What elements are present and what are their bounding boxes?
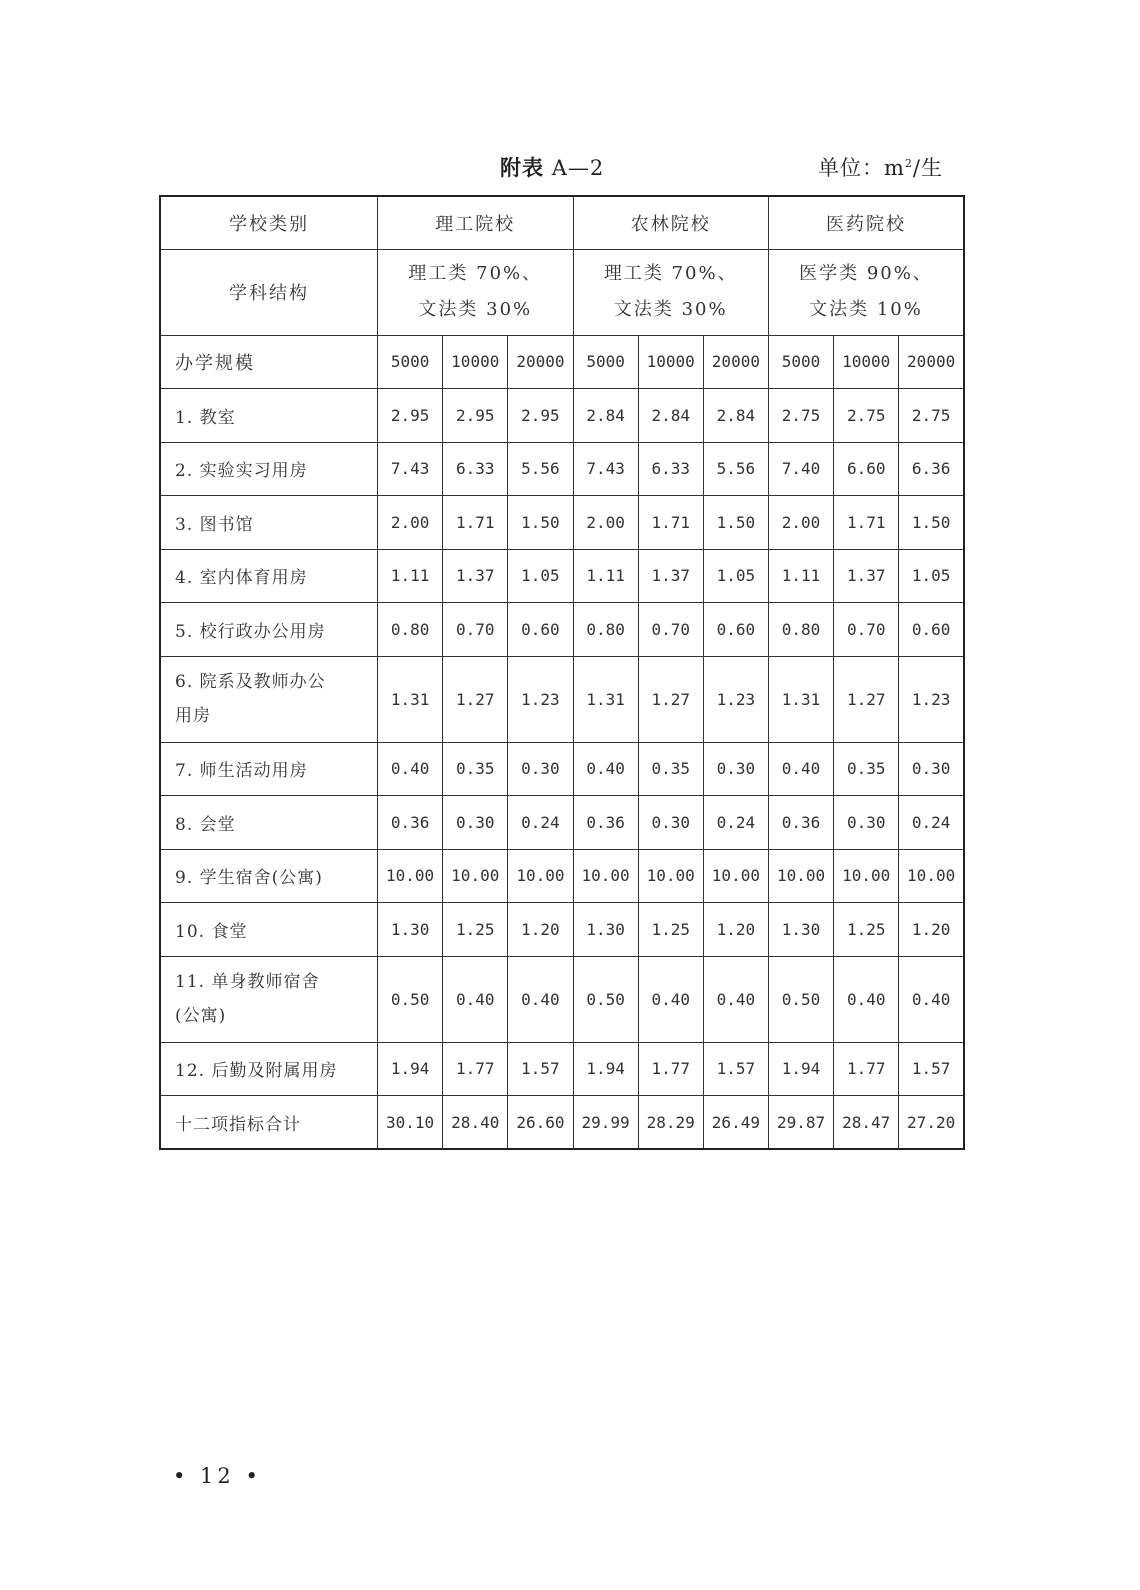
row-label: 1. 教室 [160, 389, 378, 443]
row-label: 9. 学生宿舍(公寓) [160, 849, 378, 903]
row-label: 12. 后勤及附属用房 [160, 1042, 378, 1096]
value-cell: 29.87 [768, 1096, 833, 1150]
structure-line: 理工类 70%、 [603, 263, 738, 284]
value-cell: 0.40 [899, 956, 964, 1042]
structure-line: 文法类 30% [613, 299, 728, 320]
value-cell: 10.00 [703, 849, 768, 903]
value-cell: 0.80 [378, 603, 443, 657]
value-cell: 1.37 [443, 549, 508, 603]
value-cell: 0.80 [573, 603, 638, 657]
value-cell: 0.40 [378, 742, 443, 796]
table-row [160, 742, 964, 796]
table-row [160, 1042, 964, 1096]
structure-label: 学科结构 [160, 249, 378, 335]
value-cell: 1.25 [443, 903, 508, 957]
scale-cell: 5000 [573, 335, 638, 389]
table-row [160, 849, 964, 903]
value-cell: 0.36 [768, 796, 833, 850]
value-cell: 1.11 [378, 549, 443, 603]
value-cell: 1.50 [899, 496, 964, 550]
value-cell: 1.27 [834, 656, 899, 742]
value-cell: 10.00 [573, 849, 638, 903]
value-cell: 6.33 [638, 442, 703, 496]
table-row [160, 603, 964, 657]
structure-row [160, 249, 964, 335]
value-cell: 1.37 [638, 549, 703, 603]
row-label-line: 6. 院系及教师办公 [175, 672, 326, 692]
value-cell: 1.05 [899, 549, 964, 603]
value-cell: 0.30 [638, 796, 703, 850]
value-cell: 5.56 [508, 442, 573, 496]
value-cell: 0.60 [703, 603, 768, 657]
value-cell: 1.25 [638, 903, 703, 957]
value-cell: 6.33 [443, 442, 508, 496]
value-cell: 27.20 [899, 1096, 964, 1150]
value-cell: 30.10 [378, 1096, 443, 1150]
value-cell: 1.30 [573, 903, 638, 957]
table-row [160, 656, 964, 742]
value-cell: 10.00 [834, 849, 899, 903]
table-row [160, 956, 964, 1042]
value-cell: 1.50 [703, 496, 768, 550]
value-cell: 1.11 [768, 549, 833, 603]
value-cell: 10.00 [443, 849, 508, 903]
value-cell: 0.40 [834, 956, 899, 1042]
value-cell: 0.40 [638, 956, 703, 1042]
structure-line: 理工类 70%、 [408, 263, 543, 284]
value-cell: 1.25 [834, 903, 899, 957]
value-cell: 28.29 [638, 1096, 703, 1150]
value-cell: 1.30 [378, 903, 443, 957]
row-label: 十二项指标合计 [160, 1096, 378, 1150]
value-cell: 1.27 [638, 656, 703, 742]
value-cell: 1.30 [768, 903, 833, 957]
unit-superscript: 2 [904, 157, 913, 170]
school-type-row [160, 196, 964, 249]
value-cell: 1.57 [899, 1042, 964, 1096]
value-cell: 0.30 [834, 796, 899, 850]
value-cell: 10.00 [378, 849, 443, 903]
school-type-engineering: 理工院校 [378, 196, 573, 249]
value-cell: 2.95 [443, 389, 508, 443]
value-cell: 1.23 [899, 656, 964, 742]
value-cell: 0.70 [443, 603, 508, 657]
value-cell: 0.40 [573, 742, 638, 796]
table-row [160, 442, 964, 496]
value-cell: 0.35 [834, 742, 899, 796]
value-cell: 26.60 [508, 1096, 573, 1150]
row-label [160, 956, 378, 1042]
value-cell: 0.24 [899, 796, 964, 850]
value-cell: 1.31 [768, 656, 833, 742]
value-cell: 10.00 [638, 849, 703, 903]
value-cell: 0.60 [899, 603, 964, 657]
page-number: • 12 • [173, 1464, 262, 1488]
value-cell: 2.75 [768, 389, 833, 443]
value-cell: 0.36 [573, 796, 638, 850]
value-cell: 0.35 [638, 742, 703, 796]
value-cell: 1.27 [443, 656, 508, 742]
row-label: 2. 实验实习用房 [160, 442, 378, 496]
value-cell: 1.05 [703, 549, 768, 603]
table-row [160, 389, 964, 443]
table-row [160, 903, 964, 957]
table-row [160, 796, 964, 850]
value-cell: 7.43 [378, 442, 443, 496]
value-cell: 1.71 [443, 496, 508, 550]
value-cell: 29.99 [573, 1096, 638, 1150]
structure-line: 医学类 90%、 [799, 263, 933, 284]
value-cell: 1.20 [899, 903, 964, 957]
value-cell: 2.00 [378, 496, 443, 550]
value-cell: 1.71 [834, 496, 899, 550]
value-cell: 1.57 [703, 1042, 768, 1096]
value-cell: 2.84 [573, 389, 638, 443]
value-cell: 2.00 [768, 496, 833, 550]
value-cell: 2.75 [899, 389, 964, 443]
structure-medicine [768, 249, 964, 335]
table-row [160, 1096, 964, 1150]
row-label: 8. 会堂 [160, 796, 378, 850]
structure-engineering [378, 249, 573, 335]
value-cell: 2.95 [508, 389, 573, 443]
row-label: 4. 室内体育用房 [160, 549, 378, 603]
value-cell: 0.30 [508, 742, 573, 796]
value-cell: 0.50 [573, 956, 638, 1042]
unit-label [818, 152, 943, 182]
scale-label: 办学规模 [160, 335, 378, 389]
school-type-medicine: 医药院校 [768, 196, 964, 249]
scale-cell: 20000 [899, 335, 964, 389]
value-cell: 26.49 [703, 1096, 768, 1150]
value-cell: 1.23 [508, 656, 573, 742]
value-cell: 1.94 [378, 1042, 443, 1096]
value-cell: 1.37 [834, 549, 899, 603]
value-cell: 28.40 [443, 1096, 508, 1150]
value-cell: 0.30 [443, 796, 508, 850]
value-cell: 6.60 [834, 442, 899, 496]
school-type-label: 学校类别 [160, 196, 378, 249]
school-type-agriculture: 农林院校 [573, 196, 768, 249]
value-cell: 10.00 [899, 849, 964, 903]
value-cell: 5.56 [703, 442, 768, 496]
table-title [500, 152, 604, 182]
value-cell: 1.57 [508, 1042, 573, 1096]
value-cell: 1.11 [573, 549, 638, 603]
unit-prefix: 单位：m [818, 156, 905, 180]
table-title-number: A—2 [551, 156, 605, 180]
data-rows [160, 389, 964, 1150]
value-cell: 10.00 [768, 849, 833, 903]
standards-table [159, 195, 965, 1150]
value-cell: 0.30 [899, 742, 964, 796]
value-cell: 0.35 [443, 742, 508, 796]
value-cell: 0.40 [508, 956, 573, 1042]
value-cell: 1.71 [638, 496, 703, 550]
value-cell: 2.95 [378, 389, 443, 443]
value-cell: 1.31 [378, 656, 443, 742]
structure-agriculture [573, 249, 768, 335]
scale-row [160, 335, 964, 389]
scale-cell: 10000 [638, 335, 703, 389]
value-cell: 0.36 [378, 796, 443, 850]
value-cell: 1.20 [703, 903, 768, 957]
row-label: 10. 食堂 [160, 903, 378, 957]
value-cell: 1.77 [443, 1042, 508, 1096]
row-label: 7. 师生活动用房 [160, 742, 378, 796]
value-cell: 10.00 [508, 849, 573, 903]
value-cell: 2.75 [834, 389, 899, 443]
value-cell: 1.05 [508, 549, 573, 603]
value-cell: 0.70 [638, 603, 703, 657]
value-cell: 0.40 [443, 956, 508, 1042]
table-row [160, 549, 964, 603]
value-cell: 2.00 [573, 496, 638, 550]
scale-cell: 5000 [378, 335, 443, 389]
value-cell: 0.50 [378, 956, 443, 1042]
row-label-line: 11. 单身教师宿舍 [175, 972, 320, 992]
row-label: 3. 图书馆 [160, 496, 378, 550]
table-title-prefix: 附表 [500, 155, 544, 180]
value-cell: 0.60 [508, 603, 573, 657]
value-cell: 28.47 [834, 1096, 899, 1150]
unit-suffix: /生 [912, 156, 943, 180]
row-label: 5. 校行政办公用房 [160, 603, 378, 657]
structure-line: 文法类 30% [418, 299, 533, 320]
value-cell: 0.70 [834, 603, 899, 657]
value-cell: 0.40 [703, 956, 768, 1042]
value-cell: 1.94 [573, 1042, 638, 1096]
value-cell: 1.94 [768, 1042, 833, 1096]
scale-cell: 5000 [768, 335, 833, 389]
value-cell: 1.23 [703, 656, 768, 742]
value-cell: 2.84 [638, 389, 703, 443]
table-row [160, 496, 964, 550]
value-cell: 0.50 [768, 956, 833, 1042]
value-cell: 0.24 [508, 796, 573, 850]
value-cell: 7.40 [768, 442, 833, 496]
value-cell: 1.50 [508, 496, 573, 550]
value-cell: 2.84 [703, 389, 768, 443]
value-cell: 0.40 [768, 742, 833, 796]
value-cell: 1.31 [573, 656, 638, 742]
scale-cell: 10000 [443, 335, 508, 389]
value-cell: 7.43 [573, 442, 638, 496]
value-cell: 1.77 [638, 1042, 703, 1096]
structure-line: 文法类 10% [809, 299, 923, 320]
value-cell: 1.77 [834, 1042, 899, 1096]
scale-cell: 10000 [834, 335, 899, 389]
row-label-line: (公寓) [175, 1006, 227, 1026]
row-label-line: 用房 [175, 706, 211, 726]
value-cell: 6.36 [899, 442, 964, 496]
value-cell: 0.30 [703, 742, 768, 796]
value-cell: 0.80 [768, 603, 833, 657]
scale-cell: 20000 [703, 335, 768, 389]
scale-cell: 20000 [508, 335, 573, 389]
value-cell: 0.24 [703, 796, 768, 850]
value-cell: 1.20 [508, 903, 573, 957]
row-label [160, 656, 378, 742]
